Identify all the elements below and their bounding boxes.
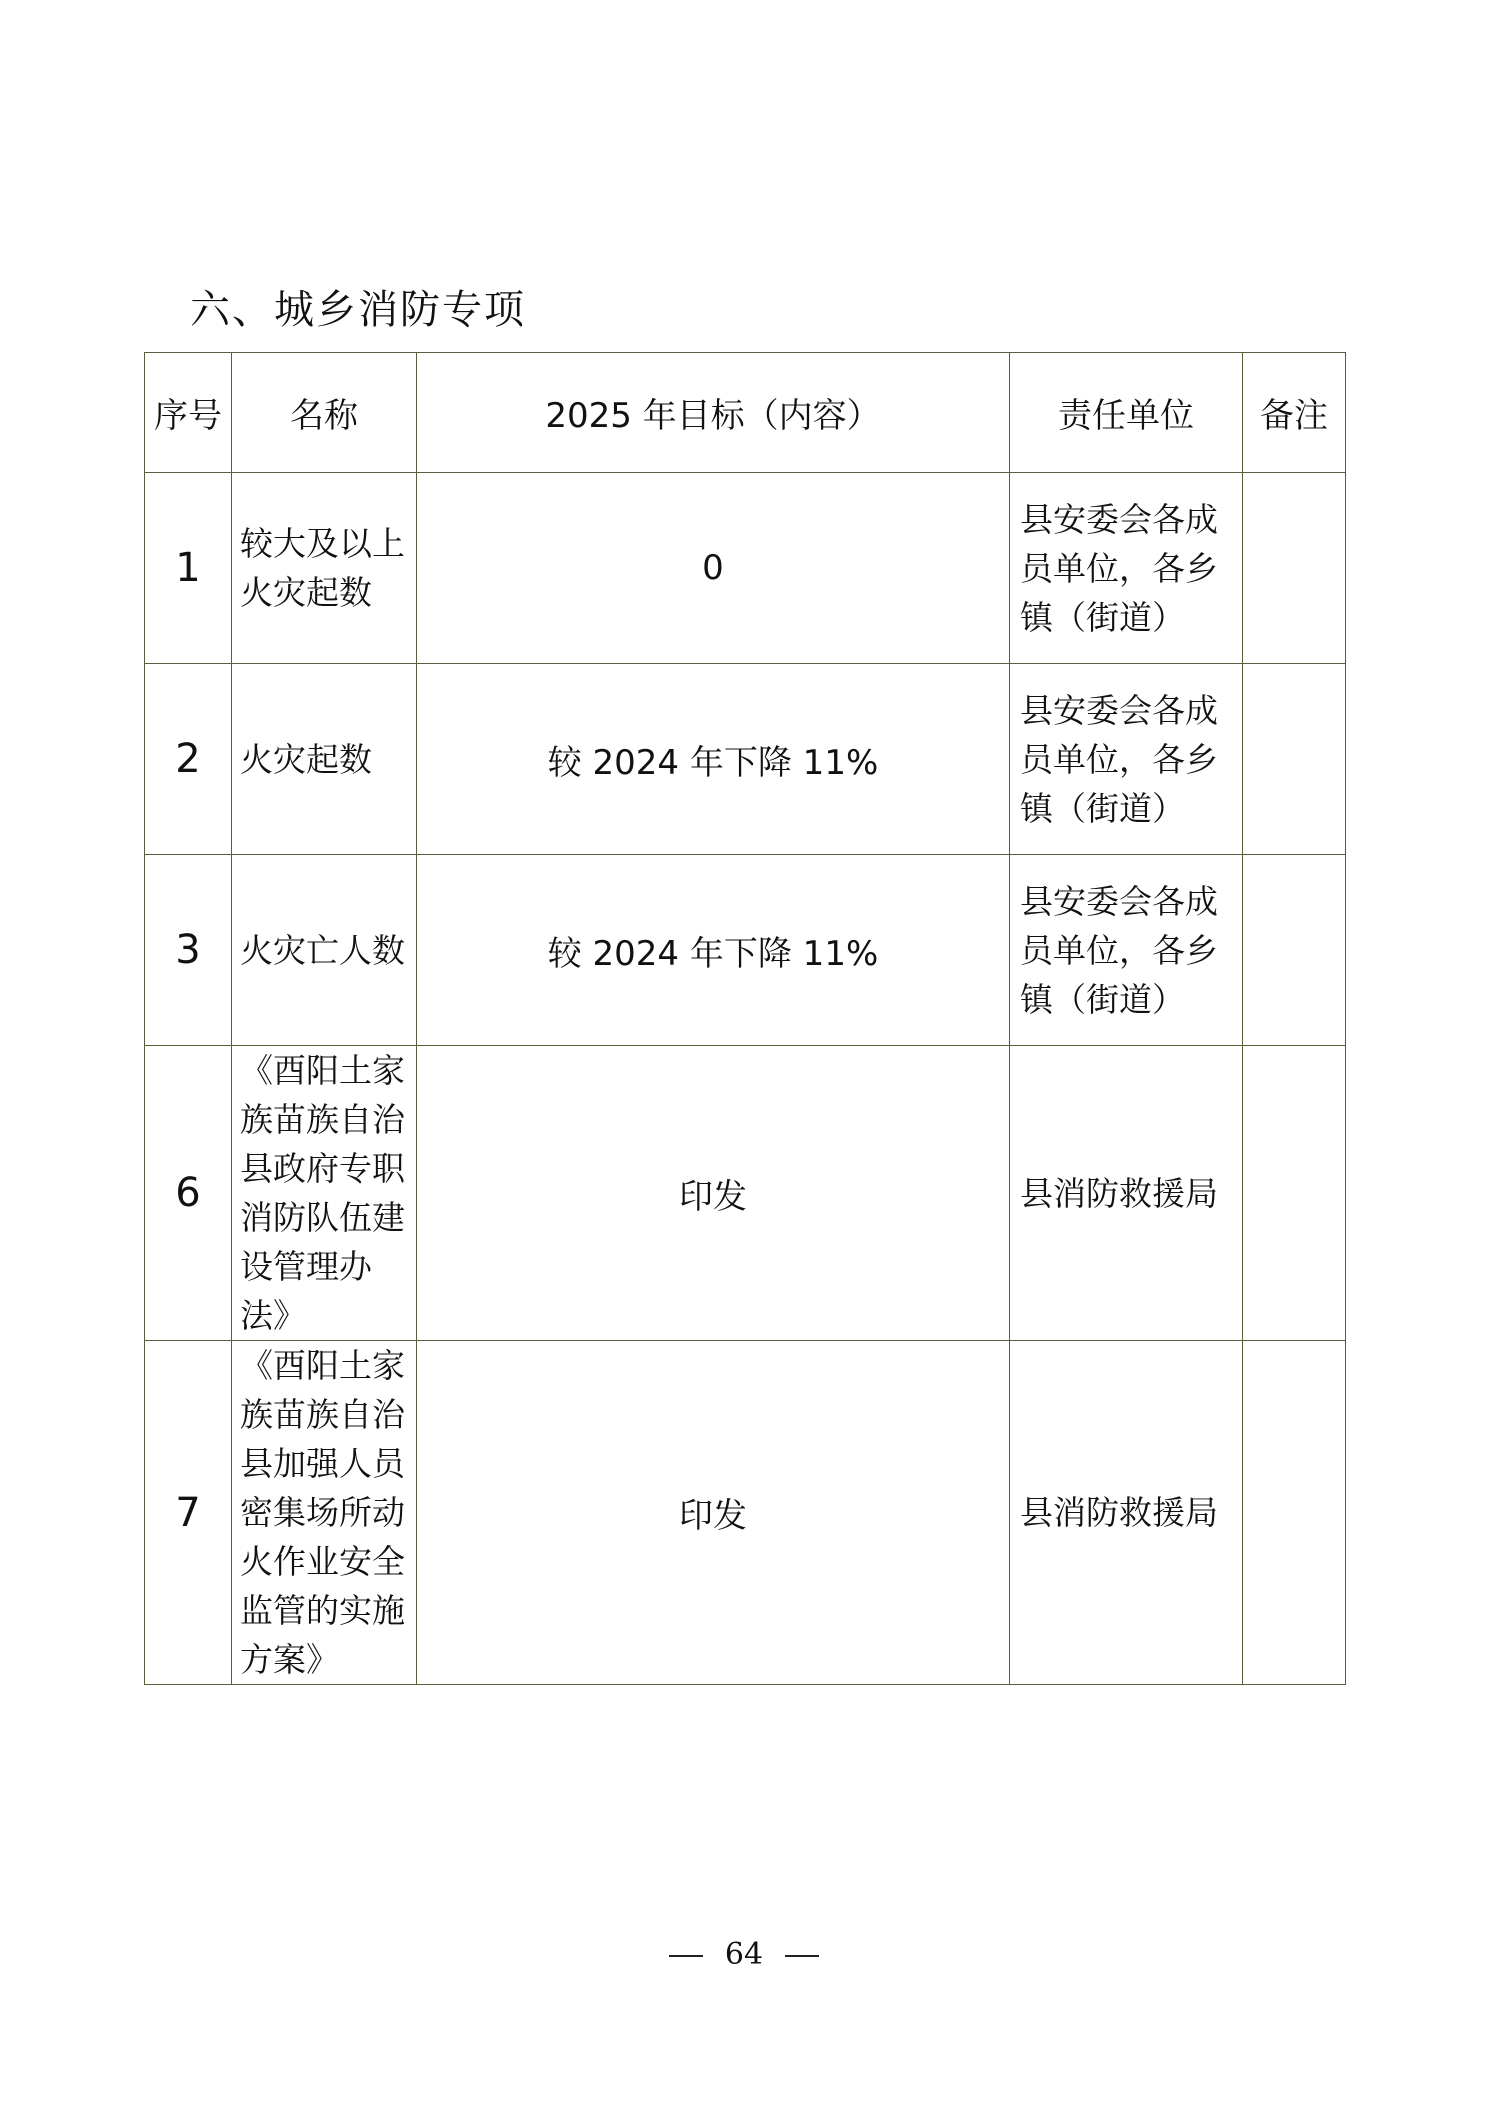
page-number: 64: [724, 1937, 764, 1972]
page-footer: [0, 1937, 1488, 1972]
row-seq: 2: [145, 664, 232, 855]
row-note: [1243, 473, 1346, 664]
row-name: 火灾起数: [232, 664, 417, 855]
row-name: 较大及以上火灾起数: [232, 473, 417, 664]
header-name: 名称: [232, 353, 417, 473]
row-note: [1243, 1046, 1346, 1341]
row-unit: 县安委会各成员单位，各乡镇（街道）: [1010, 473, 1243, 664]
row-target: 较 2024 年下降 11%: [417, 855, 1010, 1046]
row-name: 火灾亡人数: [232, 855, 417, 1046]
row-seq: 3: [145, 855, 232, 1046]
row-target: 0: [417, 473, 1010, 664]
row-target: 印发: [417, 1046, 1010, 1341]
table-row: [145, 1046, 1346, 1341]
row-seq: 7: [145, 1341, 232, 1685]
row-seq: 6: [145, 1046, 232, 1341]
table-row: [145, 664, 1346, 855]
table-header-row: [145, 353, 1346, 473]
row-note: [1243, 664, 1346, 855]
table-row: [145, 1341, 1346, 1685]
footer-dash-right: [785, 1955, 819, 1957]
target-table: [144, 352, 1346, 1685]
header-target: 2025 年目标（内容）: [417, 353, 1010, 473]
row-target: 较 2024 年下降 11%: [417, 664, 1010, 855]
header-seq: 序号: [145, 353, 232, 473]
row-name: 《酉阳土家族苗族自治县政府专职消防队伍建设管理办法》: [232, 1046, 417, 1341]
row-name: 《酉阳土家族苗族自治县加强人员密集场所动火作业安全监管的实施方案》: [232, 1341, 417, 1685]
row-note: [1243, 1341, 1346, 1685]
table-row: [145, 473, 1346, 664]
row-note: [1243, 855, 1346, 1046]
section-title: 六、城乡消防专项: [190, 287, 526, 333]
row-unit: 县消防救援局: [1010, 1341, 1243, 1685]
row-seq: 1: [145, 473, 232, 664]
row-target: 印发: [417, 1341, 1010, 1685]
table-row: [145, 855, 1346, 1046]
row-unit: 县安委会各成员单位，各乡镇（街道）: [1010, 664, 1243, 855]
row-unit: 县消防救援局: [1010, 1046, 1243, 1341]
footer-dash-left: [669, 1955, 703, 1957]
row-unit: 县安委会各成员单位，各乡镇（街道）: [1010, 855, 1243, 1046]
header-unit: 责任单位: [1010, 353, 1243, 473]
header-note: 备注: [1243, 353, 1346, 473]
